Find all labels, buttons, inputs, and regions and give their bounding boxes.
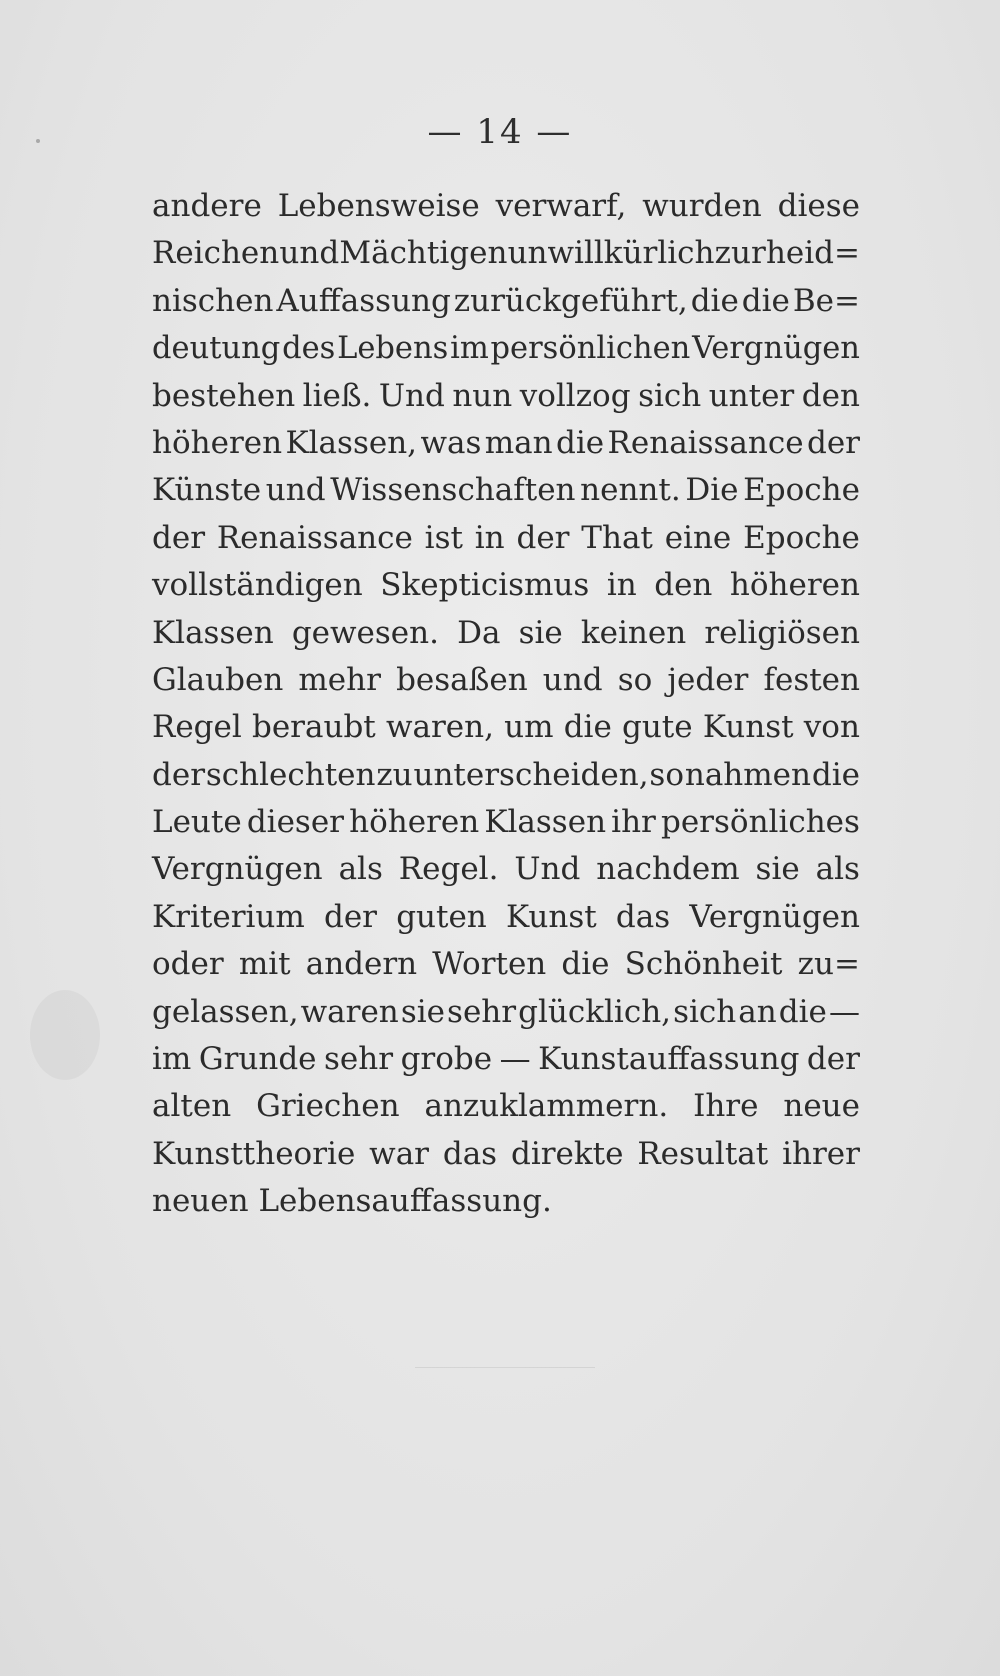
text-line: vollständigen Skepticismus in den höheren [152,567,860,604]
text-line: Künste und Wissenschaften nennt. Die Epoche [152,472,860,509]
text-line: der Renaissance ist in der That eine Epoche [152,519,860,556]
text-line: Kunsttheorie war das direkte Resultat ihrer [152,1135,860,1172]
text-line: alten Griechen anzuklammern. Ihre neue [152,1088,860,1125]
paper-stain [30,990,100,1080]
text-line: höheren Klassen, was man die Renaissance der [152,424,860,461]
text-line: nischen Auffassung zurückgeführt, die die Be= [152,282,860,319]
text-line: Kriterium der guten Kunst das Vergnügen [152,898,860,935]
text-line: gelassen, waren sie sehr glücklich, sich an die — [152,993,860,1030]
bleed-through-rule [415,1367,595,1368]
text-line: Regel beraubt waren, um die gute Kunst von [152,709,860,746]
text-line: Klassen gewesen. Da sie keinen religiösen [152,614,860,651]
text-line: der schlechten zu unterscheiden, so nahmen die [152,756,860,793]
text-line: deutung des Lebens im persönlichen Vergnügen [152,331,860,367]
text-line: neuen Lebensauffassung. [152,1183,552,1220]
text-line: im Grunde sehr grobe — Kunstauffassung der [152,1041,860,1078]
text-line: Glauben mehr besaßen und so jeder festen [152,661,860,698]
text-line: andere Lebensweise verwarf, wurden diese [152,188,860,224]
text-line: bestehen ließ. Und nun vollzog sich unter den [152,377,860,414]
text-line: oder mit andern Worten die Schönheit zu= [152,946,860,983]
text-line: Vergnügen als Regel. Und nachdem sie als [152,851,860,888]
page-number: — 14 — [427,112,573,152]
text-line: Leute dieser höheren Klassen ihr persönliches [152,804,860,841]
body-text [152,183,860,1226]
text-line: Reichen und Mächtigen unwillkürlich zur heid= [152,235,860,272]
